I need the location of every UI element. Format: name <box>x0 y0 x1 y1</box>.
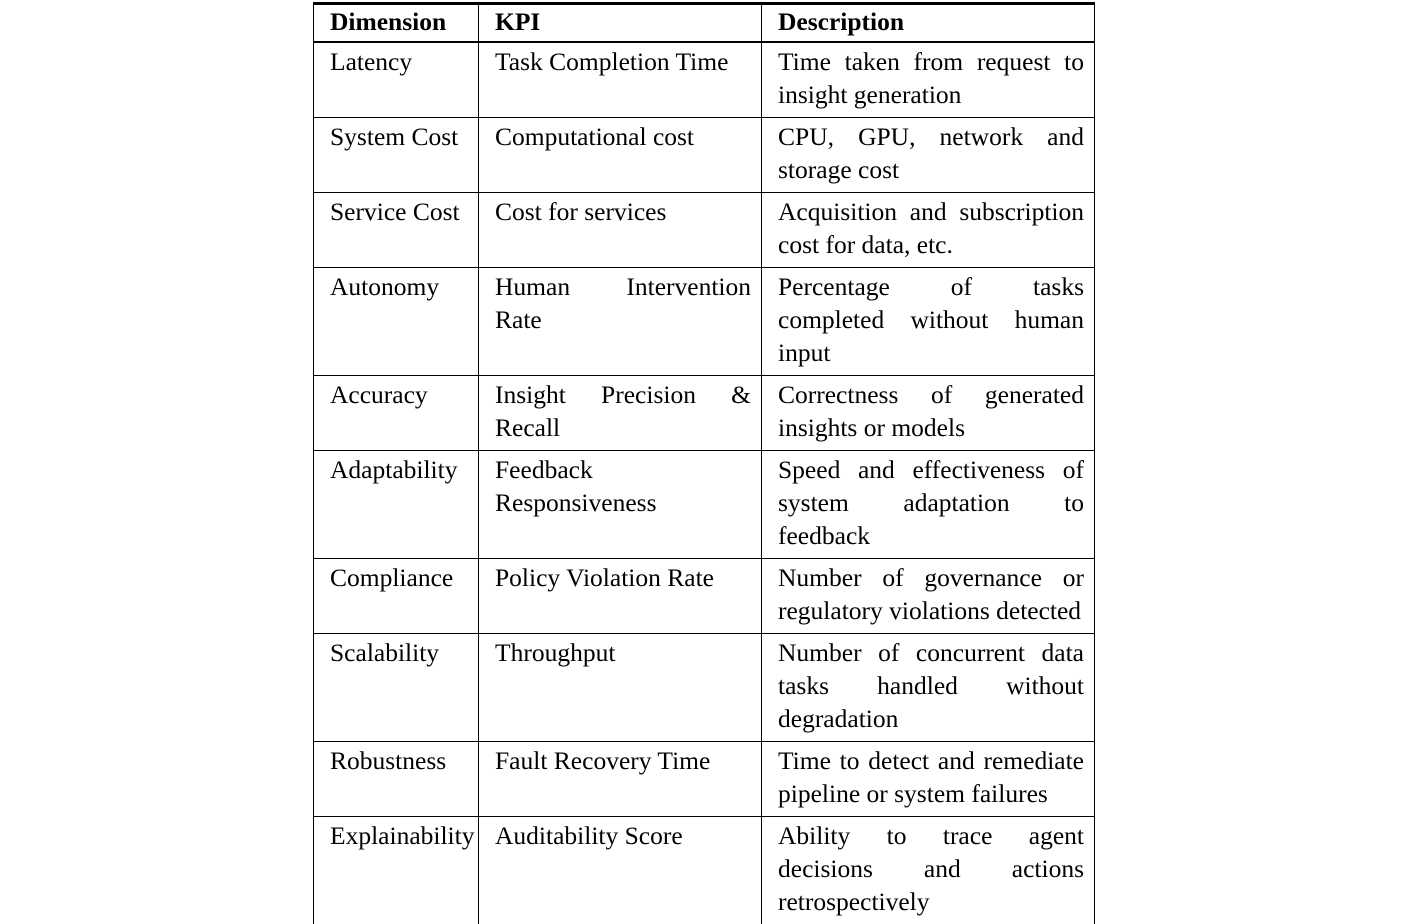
table-header-row <box>314 4 1095 43</box>
table-row <box>314 118 1095 193</box>
column-header-description: Description <box>762 4 1095 43</box>
cell-description: Time taken from request to insight generation <box>762 42 1095 118</box>
table-row <box>314 742 1095 817</box>
cell-dimension: System Cost <box>314 118 479 193</box>
cell-description: Number of governance or regulatory violations detected <box>762 559 1095 634</box>
cell-dimension: Autonomy <box>314 268 479 376</box>
table-header <box>314 4 1095 43</box>
cell-dimension: Accuracy <box>314 376 479 451</box>
cell-description: CPU, GPU, network and storage cost <box>762 118 1095 193</box>
cell-dimension: Latency <box>314 42 479 118</box>
table-row <box>314 376 1095 451</box>
table-row <box>314 559 1095 634</box>
table-row <box>314 42 1095 118</box>
cell-kpi: Fault Recovery Time <box>479 742 762 817</box>
cell-description: Correctness of generated insights or models <box>762 376 1095 451</box>
table-row <box>314 193 1095 268</box>
table-row <box>314 634 1095 742</box>
cell-description: Speed and effectiveness of system adaptation to feedback <box>762 451 1095 559</box>
cell-description: Ability to trace agent decisions and actions retrospectively <box>762 817 1095 924</box>
cell-kpi: Feedback Responsiveness <box>479 451 762 559</box>
cell-kpi: Auditability Score <box>479 817 762 924</box>
cell-kpi: Human Intervention Rate <box>479 268 762 376</box>
cell-kpi: Computational cost <box>479 118 762 193</box>
cell-dimension: Service Cost <box>314 193 479 268</box>
cell-dimension: Robustness <box>314 742 479 817</box>
cell-kpi: Throughput <box>479 634 762 742</box>
cell-description: Time to detect and remediate pipeline or system failures <box>762 742 1095 817</box>
table-body <box>314 42 1095 924</box>
cell-kpi: Cost for services <box>479 193 762 268</box>
table-row <box>314 268 1095 376</box>
cell-dimension: Compliance <box>314 559 479 634</box>
cell-kpi: Policy Violation Rate <box>479 559 762 634</box>
cell-description: Percentage of tasks completed without human input <box>762 268 1095 376</box>
cell-dimension: Scalability <box>314 634 479 742</box>
cell-kpi: Insight Precision & Recall <box>479 376 762 451</box>
column-header-kpi: KPI <box>479 4 762 43</box>
kpi-dimensions-table <box>313 2 1095 924</box>
column-header-dimension: Dimension <box>314 4 479 43</box>
cell-kpi: Task Completion Time <box>479 42 762 118</box>
cell-dimension: Adaptability <box>314 451 479 559</box>
cell-description: Number of concurrent data tasks handled without degradation <box>762 634 1095 742</box>
cell-dimension: Explainability <box>314 817 479 924</box>
table-row <box>314 451 1095 559</box>
table-row <box>314 817 1095 924</box>
cell-description: Acquisition and subscription cost for data, etc. <box>762 193 1095 268</box>
